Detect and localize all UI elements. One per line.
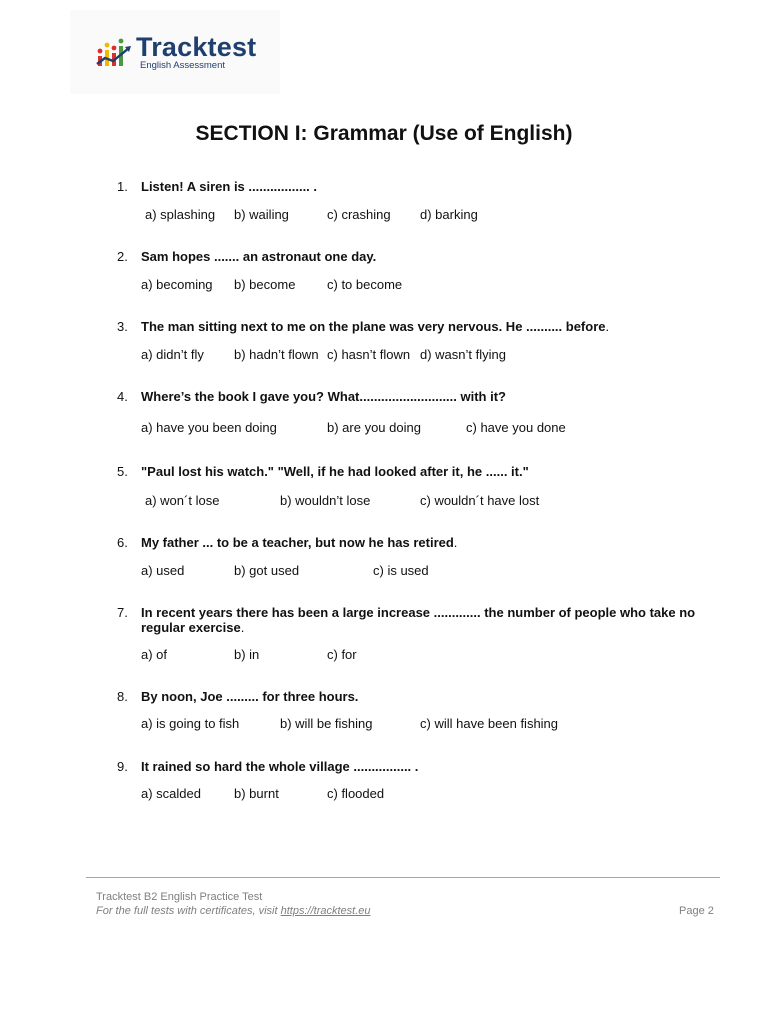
question-number: 4.	[117, 389, 128, 404]
question-number: 6.	[117, 535, 128, 550]
option-b[interactable]: b) become	[234, 277, 296, 292]
option-b[interactable]: b) will be fishing	[280, 716, 373, 731]
answer-options	[0, 420, 768, 436]
option-d[interactable]: d) barking	[420, 207, 478, 222]
brand-name: Tracktest	[136, 32, 257, 62]
question-number: 9.	[117, 759, 128, 774]
question-number: 1.	[117, 179, 128, 194]
option-b[interactable]: b) wouldn’t lose	[280, 493, 371, 508]
answer-options	[0, 493, 768, 509]
footer-test-name: Tracktest B2 English Practice Test	[96, 891, 263, 903]
footer-note: For the full tests with certificates, visit https://tracktest.eu	[96, 905, 371, 917]
answer-options	[0, 207, 768, 223]
option-c[interactable]: c) for	[327, 647, 357, 662]
option-a[interactable]: a) splashing	[145, 207, 216, 222]
option-c[interactable]: c) is used	[373, 563, 429, 578]
option-c[interactable]: c) will have been fishing	[420, 716, 559, 731]
brand-tagline: English Assessment	[140, 60, 226, 71]
tracktest-logo-icon	[96, 36, 132, 70]
question-number: 5.	[117, 464, 128, 479]
option-d[interactable]: d) wasn’t flying	[420, 347, 506, 362]
option-b[interactable]: b) burnt	[234, 786, 279, 801]
question-text: My father ... to be a teacher, but now he has retired.	[141, 535, 458, 550]
option-a[interactable]: a) didn’t fly	[141, 347, 204, 362]
option-c[interactable]: c) hasn’t flown	[327, 347, 411, 362]
answer-options	[0, 716, 768, 732]
question-number: 2.	[117, 249, 128, 264]
option-a[interactable]: a) of	[141, 647, 168, 662]
answer-options	[0, 647, 768, 663]
question-text: By noon, Joe ......... for three hours.	[141, 689, 359, 704]
answer-options	[0, 786, 768, 802]
option-b[interactable]: b) in	[234, 647, 260, 662]
answer-options	[0, 347, 768, 363]
footer-link[interactable]: https://tracktest.eu	[280, 905, 371, 917]
option-b[interactable]: b) hadn’t flown	[234, 347, 319, 362]
question-text: Where’s the book I gave you? What........................... with it?	[141, 389, 506, 404]
question-text: In recent years there has been a large increase ............. the number of people who take no regular exercise.	[141, 605, 696, 635]
question-text: The man sitting next to me on the plane was very nervous. He .......... before.	[141, 319, 610, 334]
footer-divider	[86, 877, 720, 878]
question-text: It rained so hard the whole village ................ .	[141, 759, 419, 774]
option-c[interactable]: c) crashing	[327, 207, 391, 222]
option-a[interactable]: a) is going to fish	[141, 716, 240, 731]
option-b[interactable]: b) are you doing	[327, 420, 421, 435]
option-a[interactable]: a) have you been doing	[141, 420, 277, 435]
question-text: Sam hopes ....... an astronaut one day.	[141, 249, 377, 264]
page-number: Page 2	[679, 905, 714, 917]
question-number: 7.	[117, 605, 128, 620]
option-a[interactable]: a) becoming	[141, 277, 213, 292]
section-title: SECTION I: Grammar (Use of English)	[195, 122, 573, 145]
option-a[interactable]: a) won´t lose	[145, 493, 220, 508]
answer-options	[0, 563, 768, 579]
option-c[interactable]: c) flooded	[327, 786, 385, 801]
option-a[interactable]: a) used	[141, 563, 185, 578]
answer-options	[0, 277, 768, 293]
question-number: 3.	[117, 319, 128, 334]
question-text: "Paul lost his watch." "Well, if he had looked after it, he ...... it."	[141, 464, 529, 479]
option-c[interactable]: c) wouldn´t have lost	[420, 493, 540, 508]
option-c[interactable]: c) have you done	[466, 420, 566, 435]
option-c[interactable]: c) to become	[327, 277, 403, 292]
option-b[interactable]: b) got used	[234, 563, 300, 578]
option-a[interactable]: a) scalded	[141, 786, 201, 801]
option-b[interactable]: b) wailing	[234, 207, 289, 222]
question-number: 8.	[117, 689, 128, 704]
question-text: Listen! A siren is ................. .	[141, 179, 318, 194]
